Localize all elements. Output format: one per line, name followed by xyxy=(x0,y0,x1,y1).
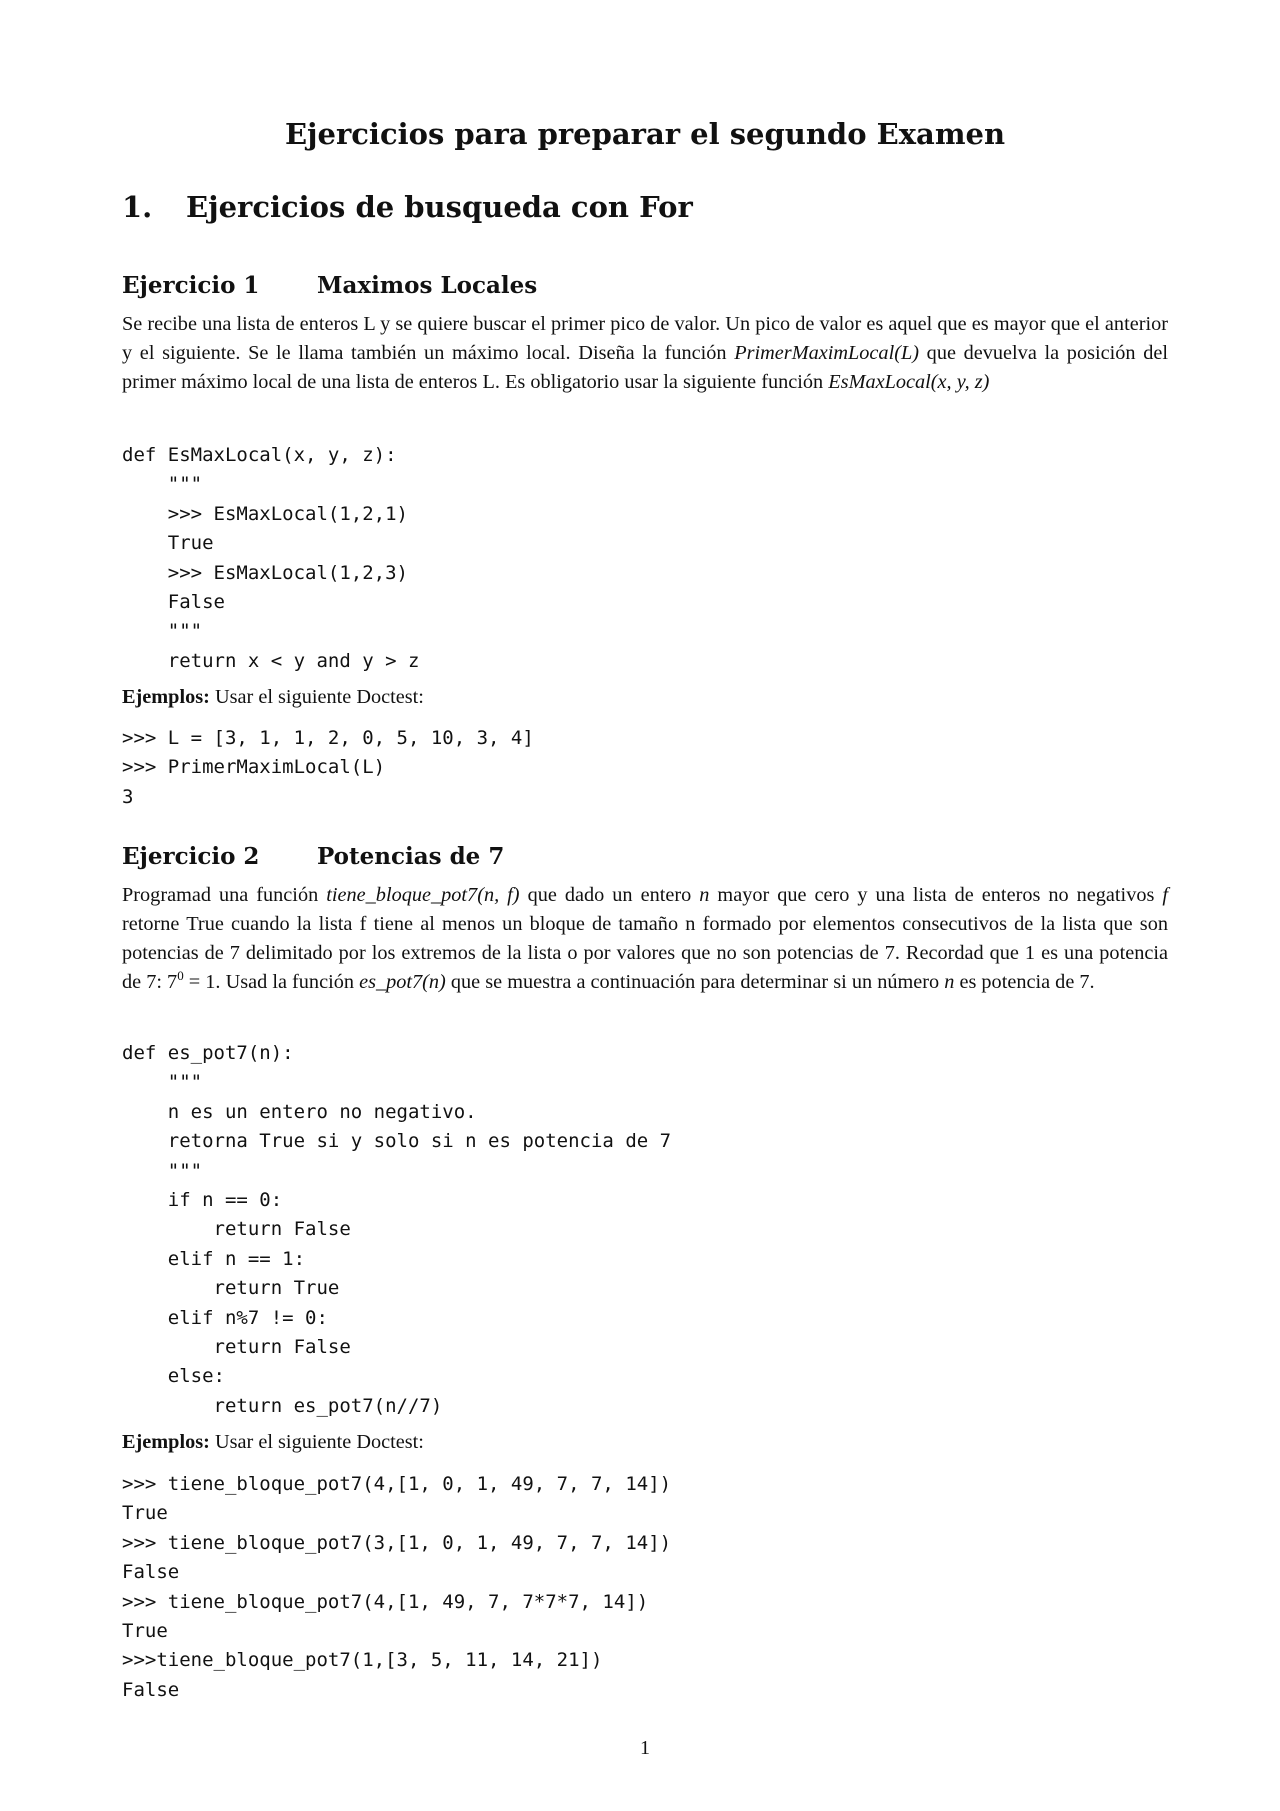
statement-text: = 1. Usad la función xyxy=(188,971,354,993)
function-name: PrimerMaximLocal(L) xyxy=(734,342,919,364)
exercise-1-title: Maximos Locales xyxy=(317,272,538,299)
examples-text: Usar el siguiente Doctest: xyxy=(214,1431,424,1453)
statement-text: que devuelva la posición del primer máximo local de una lista de enteros L. Es obligatorio usar la siguiente función xyxy=(122,342,1168,393)
function-reference: EsMaxLocal(x, y, z) xyxy=(828,371,990,393)
statement-text: Se recibe una lista de enteros L y se quiere buscar el primer pico de valor. Un pico de valor es aquel que es mayor que el anterior y el siguiente. Se le llama también un máximo local. Diseña la función xyxy=(122,313,1168,364)
statement-text: que se muestra a continuación para determinar si un número xyxy=(450,971,940,993)
function-reference: es_pot7(n) xyxy=(359,971,446,993)
exercise-1-label: Ejercicio 1 xyxy=(122,272,260,299)
statement-text: retorne True cuando la lista f tiene al menos un bloque de tamaño n formado por elementos consecutivos de la lista que son potencias de 7 delimitado por los extremos de la lista o por valores que no son potencias de 7. Recordad que 1 es una potencia de 7: 7 xyxy=(122,913,1168,993)
variable-n: n xyxy=(699,884,710,906)
superscript: 0 xyxy=(177,968,184,984)
exercise-2-title: Potencias de 7 xyxy=(317,843,505,870)
exercise-2-heading xyxy=(122,843,504,870)
statement-text: que dado un entero xyxy=(527,884,692,906)
exercise-2-statement xyxy=(122,881,1168,997)
exercise-1-statement xyxy=(122,310,1168,397)
section-title: Ejercicios de busqueda con For xyxy=(186,190,693,224)
function-name: tiene_bloque_pot7(n, f) xyxy=(326,884,520,906)
section-heading xyxy=(122,190,693,224)
examples-label: Ejemplos: xyxy=(122,686,210,708)
examples-text: Usar el siguiente Doctest: xyxy=(214,686,424,708)
document-title: Ejercicios para preparar el segundo Examen xyxy=(284,117,1006,151)
exercise-2-examples-label xyxy=(122,1431,424,1454)
exercise-2-code-block: def es_pot7(n): """ n es un entero no negativo. retorna True si y solo si n es potencia de 7 """ if n == 0: return False elif n == 1: return True elif n%7 != 0: return False else: return es_pot7(n//7) xyxy=(122,1042,672,1417)
exercise-2-doctest: >>> tiene_bloque_pot7(4,[1, 0, 1, 49, 7, 7, 14]) True >>> tiene_bloque_pot7(3,[1, 0, 1, 49, 7, 7, 14]) False >>> tiene_bloque_pot7(4,[1, 49, 7, 7*7*7, 14]) True >>>tiene_bloque_pot7(1,[3, 5, 11, 14, 21]) False xyxy=(122,1473,672,1701)
exercise-2-label: Ejercicio 2 xyxy=(122,843,260,870)
exercise-1-heading xyxy=(122,272,537,299)
variable-f: f xyxy=(1162,884,1169,906)
examples-label: Ejemplos: xyxy=(122,1431,210,1453)
variable-n: n xyxy=(944,971,955,993)
section-number: 1. xyxy=(122,190,153,224)
exercise-1-examples-label xyxy=(122,686,424,709)
exercise-1-code-block: def EsMaxLocal(x, y, z): """ >>> EsMaxLocal(1,2,1) True >>> EsMaxLocal(1,2,3) False """ return x < y and y > z xyxy=(122,444,420,672)
exercise-1-doctest: >>> L = [3, 1, 1, 2, 0, 5, 10, 3, 4] >>> PrimerMaximLocal(L) 3 xyxy=(122,727,534,808)
page-number: 1 xyxy=(640,1737,650,1759)
statement-text: es potencia de 7. xyxy=(959,971,1095,993)
statement-text: mayor que cero y una lista de enteros no negativos xyxy=(717,884,1155,906)
statement-text: Programad una función xyxy=(122,884,319,906)
